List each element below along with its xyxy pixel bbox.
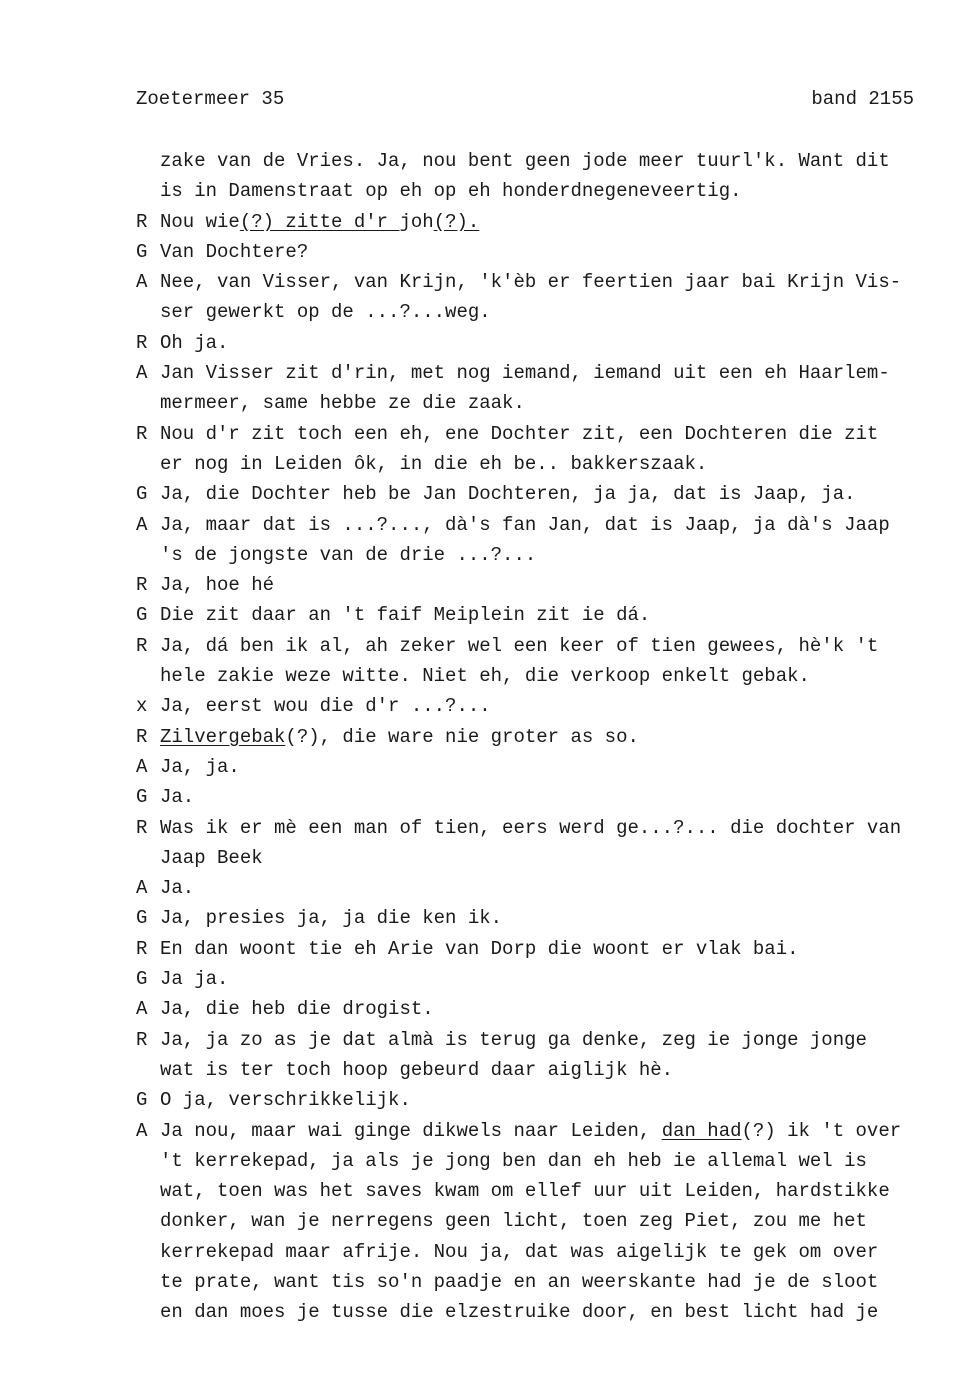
utterance-line: Jan Visser zit d'rin, met nog iemand, iemand uit een eh Haarlem-	[160, 362, 890, 385]
utterance	[160, 1085, 966, 1115]
utterance-line: Ja, dá ben ik al, ah zeker wel een keer of tien gewees, hè'k 't	[160, 634, 879, 657]
utterance	[160, 146, 966, 207]
underlined-text: (?) zitte d'r	[239, 210, 400, 233]
speaker-label: R	[136, 634, 148, 657]
utterance-line: donker, wan je nerregens geen licht, toen zeg Piet, zou me het	[160, 1210, 867, 1233]
speaker-label: G	[136, 968, 148, 991]
transcript-entry	[136, 722, 966, 752]
text-segment: Nou	[160, 210, 206, 233]
speaker-label: A	[136, 877, 148, 900]
location-label: Zoetermeer 35	[136, 88, 285, 110]
text-segment: joh	[399, 210, 434, 233]
utterance-line: Ja, ja zo as je dat almà is terug ga denke, zeg ie jonge jonge	[160, 1028, 867, 1051]
utterance-line: hele zakie weze witte. Niet eh, die verkoop enkelt gebak.	[160, 665, 810, 688]
utterance-line: Ja, eerst wou die d'r ...?...	[160, 695, 491, 718]
utterance	[160, 1116, 966, 1328]
utterance-line: is in Damenstraat op eh op eh honderdnegeneveertig.	[160, 180, 742, 203]
speaker-label: A	[136, 998, 148, 1021]
transcript-entry	[136, 600, 966, 630]
utterance-line: En dan woont tie eh Arie van Dorp die woont er vlak bai.	[160, 937, 799, 960]
utterance	[160, 358, 966, 419]
transcript-entry	[136, 813, 966, 874]
utterance-line: Nou d'r zit toch een eh, ene Dochter zit, een Dochteren die zit	[160, 422, 879, 445]
text-segment: Ja nou, maar wai ginge dikwels naar Leiden,	[160, 1119, 662, 1142]
speaker-label: G	[136, 483, 148, 506]
utterance-line	[160, 207, 966, 237]
transcript-entry	[136, 146, 966, 207]
utterance-line: kerrekepad maar afrije. Nou ja, dat was aigelijk te gek om over	[160, 1240, 879, 1263]
speaker-label: x	[136, 695, 148, 718]
text-segment: (?), die ware nie groter as so.	[285, 725, 639, 748]
utterance	[160, 722, 966, 752]
speaker-label	[136, 146, 160, 207]
utterance	[160, 813, 966, 874]
transcript-entry	[136, 570, 966, 600]
utterance-line: ser gewerkt op de ...?...weg.	[160, 301, 491, 324]
transcript-entry	[136, 782, 966, 812]
utterance-line: Jaap Beek	[160, 846, 263, 869]
speaker-label: R	[136, 1028, 148, 1051]
speaker-label: R	[136, 937, 148, 960]
text-segment: (?) ik 't over	[741, 1119, 902, 1142]
utterance-line: Ja.	[160, 786, 195, 809]
text-segment: wie	[205, 210, 240, 233]
transcript-entry	[136, 631, 966, 692]
utterance-line: Nee, van Visser, van Krijn, 'k'èb er feertien jaar bai Krijn Vis-	[160, 271, 902, 294]
transcript-entry	[136, 237, 966, 267]
utterance-line: Ja ja.	[160, 968, 229, 991]
utterance-line: Ja, ja.	[160, 755, 240, 778]
utterance	[160, 691, 966, 721]
utterance	[160, 570, 966, 600]
utterance	[160, 782, 966, 812]
utterance	[160, 903, 966, 933]
transcript-entry	[136, 964, 966, 994]
speaker-label: G	[136, 604, 148, 627]
transcript-entry	[136, 207, 966, 237]
speaker-label: A	[136, 755, 148, 778]
utterance	[160, 419, 966, 480]
utterance-line: Van Dochtere?	[160, 240, 309, 263]
utterance	[160, 237, 966, 267]
transcript-entry	[136, 358, 966, 419]
speaker-label: R	[136, 331, 148, 354]
utterance-line: wat is ter toch hoop gebeurd daar aiglijk hè.	[160, 1058, 674, 1081]
speaker-label: G	[136, 240, 148, 263]
utterance	[160, 207, 966, 237]
utterance	[160, 964, 966, 994]
speaker-label: A	[136, 513, 148, 536]
underlined-text: Zilvergebak	[160, 725, 286, 748]
transcript-entry	[136, 267, 966, 328]
utterance-line: Ja, hoe hé	[160, 574, 275, 597]
utterance-line: 't kerrekepad, ja als je jong ben dan eh heb ie allemal wel is	[160, 1149, 867, 1172]
speaker-label: R	[136, 210, 148, 233]
transcript-entry	[136, 1025, 966, 1086]
transcript-entry	[136, 903, 966, 933]
utterance-line: mermeer, same hebbe ze die zaak.	[160, 392, 525, 415]
utterance-line: en dan moes je tusse die elzestruike door, en best licht had je	[160, 1301, 879, 1324]
utterance-line: Ja, die heb die drogist.	[160, 998, 434, 1021]
utterance-line: Was ik er mè een man of tien, eers werd ge...?... die dochter van	[160, 816, 902, 839]
transcript	[136, 146, 966, 1328]
utterance-line: O ja, verschrikkelijk.	[160, 1089, 411, 1112]
speaker-label: R	[136, 422, 148, 445]
utterance	[160, 934, 966, 964]
transcript-entry	[136, 328, 966, 358]
speaker-label: G	[136, 1089, 148, 1112]
utterance	[160, 994, 966, 1024]
transcript-entry	[136, 1085, 966, 1115]
transcript-entry	[136, 994, 966, 1024]
utterance-line: te prate, want tis so'n paadje en an weerskante had je de sloot	[160, 1270, 879, 1293]
underlined-text: dan had	[661, 1119, 742, 1142]
transcript-entry	[136, 510, 966, 571]
speaker-label: G	[136, 907, 148, 930]
utterance-line: zake van de Vries. Ja, nou bent geen jode meer tuurl'k. Want dit	[160, 150, 890, 172]
transcript-entry	[136, 1116, 966, 1328]
utterance	[160, 600, 966, 630]
speaker-label: R	[136, 574, 148, 597]
utterance	[160, 631, 966, 692]
tape-number: band 2155	[811, 88, 914, 110]
utterance	[160, 267, 966, 328]
utterance-line: Ja, presies ja, ja die ken ik.	[160, 907, 503, 930]
speaker-label: A	[136, 1119, 148, 1142]
speaker-label: R	[136, 725, 148, 748]
utterance-line	[160, 722, 966, 752]
speaker-label: A	[136, 362, 148, 385]
transcript-entry	[136, 419, 966, 480]
utterance	[160, 510, 966, 571]
utterance	[160, 752, 966, 782]
speaker-label: R	[136, 816, 148, 839]
utterance-line: Ja, maar dat is ...?..., dà's fan Jan, dat is Jaap, ja dà's Jaap	[160, 513, 890, 536]
transcript-entry	[136, 691, 966, 721]
utterance-line	[160, 1116, 966, 1146]
utterance-line: Oh ja.	[160, 331, 229, 354]
transcript-entry	[136, 752, 966, 782]
speaker-label: G	[136, 786, 148, 809]
transcript-entry	[136, 479, 966, 509]
utterance-line: 's de jongste van de drie ...?...	[160, 543, 537, 566]
transcript-entry	[136, 934, 966, 964]
utterance-line: Ja, die Dochter heb be Jan Dochteren, ja ja, dat is Jaap, ja.	[160, 483, 856, 506]
utterance-line: er nog in Leiden ôk, in die eh be.. bakkerszaak.	[160, 452, 708, 475]
page-header	[136, 88, 914, 116]
utterance-line: Ja.	[160, 877, 195, 900]
utterance	[160, 873, 966, 903]
utterance	[160, 479, 966, 509]
transcript-entry	[136, 873, 966, 903]
underlined-text: (?).	[433, 210, 480, 233]
speaker-label: A	[136, 271, 148, 294]
utterance-line: Die zit daar an 't faif Meiplein zit ie dá.	[160, 604, 651, 627]
utterance-line: wat, toen was het saves kwam om ellef uur uit Leiden, hardstikke	[160, 1180, 890, 1203]
utterance	[160, 328, 966, 358]
utterance	[160, 1025, 966, 1086]
